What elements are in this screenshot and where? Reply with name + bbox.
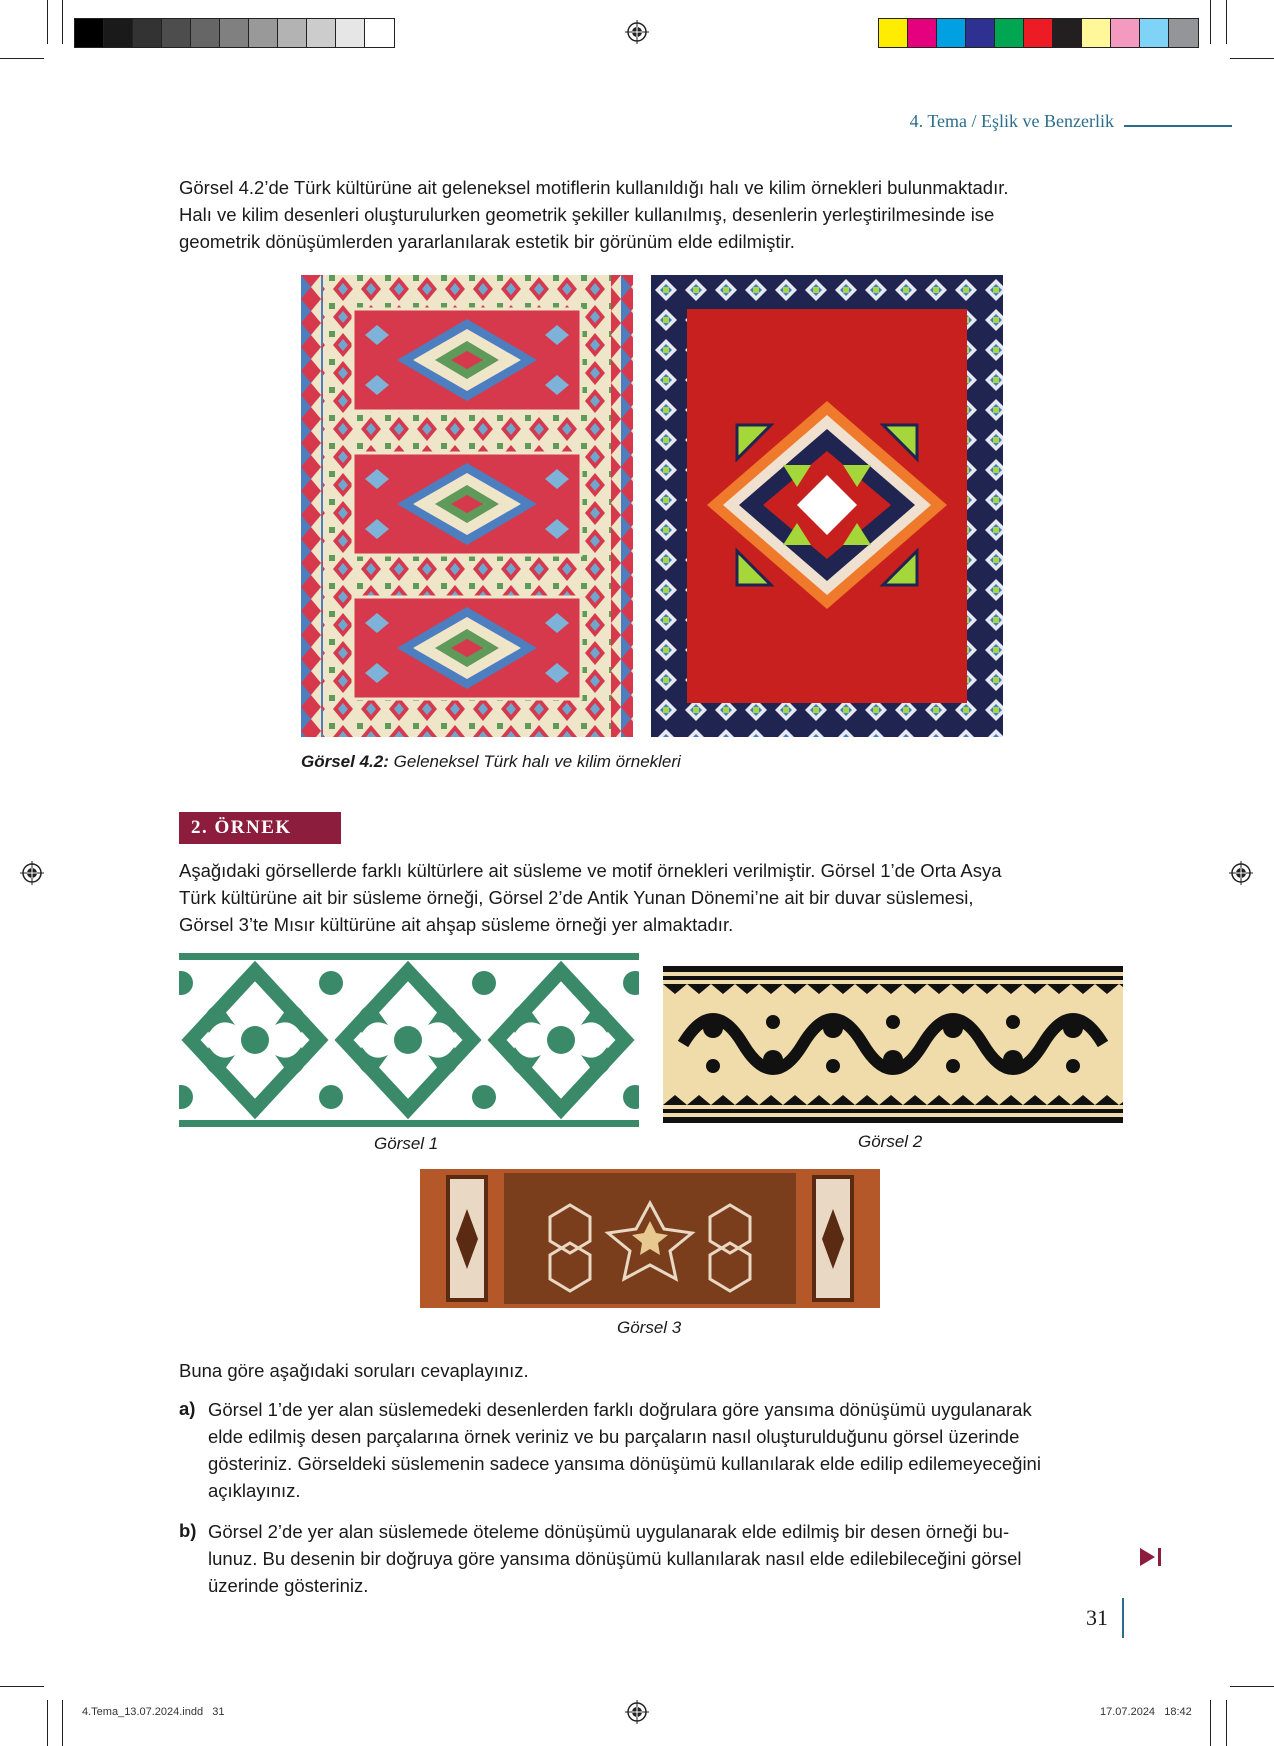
color-swatch [1053, 19, 1082, 47]
color-swatch [1111, 19, 1140, 47]
crop-mark [0, 58, 44, 59]
crop-mark [1226, 1700, 1227, 1746]
text-line: lunuz. Bu desenin bir doğruya göre yansıma dönüşümü kullanılarak nasıl elde edilebileceğini görsel [208, 1548, 1022, 1569]
ornament-image-2 [663, 966, 1123, 1123]
color-swatch [75, 19, 104, 47]
text-line: Görsel 1’de yer alan süslemedeki desenlerden farklı doğrulara göre yansıma dönüşümü uygulanarak [208, 1399, 1032, 1420]
intro-paragraph [179, 174, 1123, 255]
registration-mark-icon [625, 1700, 649, 1724]
text-line: Görsel 4.2’de Türk kültürüne ait geleneksel motiflerin kullanıldığı halı ve kilim örnekleri bulunmaktadır. [179, 177, 1009, 198]
color-swatch [879, 19, 908, 47]
crop-mark [62, 1700, 63, 1746]
crop-mark [47, 1700, 48, 1746]
color-swatch [249, 19, 278, 47]
text-line: Aşağıdaki görsellerde farklı kültürlere ait süsleme ve motif örnekleri verilmiştir. Görsel 1’de Orta Asya [179, 860, 1002, 881]
crop-mark [62, 0, 63, 44]
color-swatch [908, 19, 937, 47]
figure-3-caption: Görsel 3 [617, 1318, 682, 1337]
color-swatch [220, 19, 249, 47]
crop-mark [47, 0, 48, 44]
gray-swatch-bar [74, 18, 395, 48]
color-swatch [1082, 19, 1111, 47]
figure-1-caption: Görsel 1 [374, 1134, 439, 1153]
ornament-image-1 [179, 953, 639, 1127]
text-line: Halı ve kilim desenleri oluşturulurken geometrik şekiller kullanılmış, desenlerin yerleştirilmesinde ise [179, 204, 995, 225]
example-paragraph [179, 857, 1123, 938]
crop-mark [1210, 1700, 1211, 1746]
color-swatch [937, 19, 966, 47]
footer-date-slug: 17.07.2024 18:42 [1100, 1706, 1192, 1718]
color-swatch [1169, 19, 1198, 47]
figure-2-caption: Görsel 2 [858, 1132, 923, 1151]
crop-mark [1226, 0, 1227, 44]
question-b-text [208, 1518, 1123, 1599]
text-line: Görsel 3’te Mısır kültürüne ait ahşap süsleme örneği yer almaktadır. [179, 914, 734, 935]
kilim-image [301, 275, 633, 737]
text-line: elde edilmiş desen parçalarına örnek veriniz ve bu parçaların nasıl oluşturulduğunu görsel üzerinde [208, 1426, 1020, 1447]
chapter-title: 4. Tema / Eşlik ve Benzerlik [909, 111, 1114, 131]
carpet-medallion [707, 401, 947, 609]
color-swatch [162, 19, 191, 47]
color-swatch [365, 19, 394, 47]
crop-mark [0, 1686, 44, 1687]
page-number: 31 [1086, 1605, 1108, 1630]
example-badge: 2. ÖRNEK [179, 812, 341, 844]
color-swatch [133, 19, 162, 47]
caption-label: Görsel 4.2: [301, 752, 389, 771]
chapter-title-rule [1124, 125, 1232, 127]
color-swatch [966, 19, 995, 47]
color-swatch [191, 19, 220, 47]
question-prompt: Buna göre aşağıdaki soruları cevaplayınız. [179, 1360, 529, 1381]
color-swatch [278, 19, 307, 47]
crop-mark [1230, 58, 1274, 59]
carpet-image [651, 275, 1003, 737]
wood-panel-image-3 [420, 1169, 880, 1308]
next-page-arrow-icon[interactable] [1140, 1548, 1162, 1566]
color-swatch [104, 19, 133, 47]
question-a-text [208, 1396, 1123, 1504]
registration-mark-icon [1229, 861, 1253, 885]
text-line: Görsel 2’de yer alan süslemede öteleme dönüşümü uygulanarak elde edilmiş bir desen örneği bu- [208, 1521, 1010, 1542]
color-swatch-bar [878, 18, 1199, 48]
page-number-rule [1122, 1598, 1124, 1638]
crop-mark [1230, 1686, 1274, 1687]
question-a-label: a) [179, 1398, 196, 1419]
color-swatch [307, 19, 336, 47]
text-line: açıklayınız. [208, 1480, 301, 1501]
text-line: geometrik dönüşümlerden yararlanılarak estetik bir görünüm elde edilmiştir. [179, 231, 795, 252]
text-line: üzerinde gösteriniz. [208, 1575, 369, 1596]
registration-mark-icon [20, 861, 44, 885]
text-line: gösteriniz. Görseldeki süslemenin sadece yansıma dönüşümü kullanılarak elde edilip edilemeyeceğini [208, 1453, 1041, 1474]
figure-4-2-caption [301, 752, 681, 772]
question-b-label: b) [179, 1520, 197, 1541]
crop-mark [1210, 0, 1211, 44]
footer-file-slug: 4.Tema_13.07.2024.indd 31 [82, 1706, 225, 1718]
registration-mark-icon [625, 20, 649, 44]
text-line: Türk kültürüne ait bir süsleme örneği, Görsel 2’de Antik Yunan Dönemi’ne ait bir duvar süslemesi, [179, 887, 974, 908]
color-swatch [336, 19, 365, 47]
color-swatch [995, 19, 1024, 47]
caption-text: Geleneksel Türk halı ve kilim örnekleri [393, 752, 681, 771]
color-swatch [1024, 19, 1053, 47]
color-swatch [1140, 19, 1169, 47]
